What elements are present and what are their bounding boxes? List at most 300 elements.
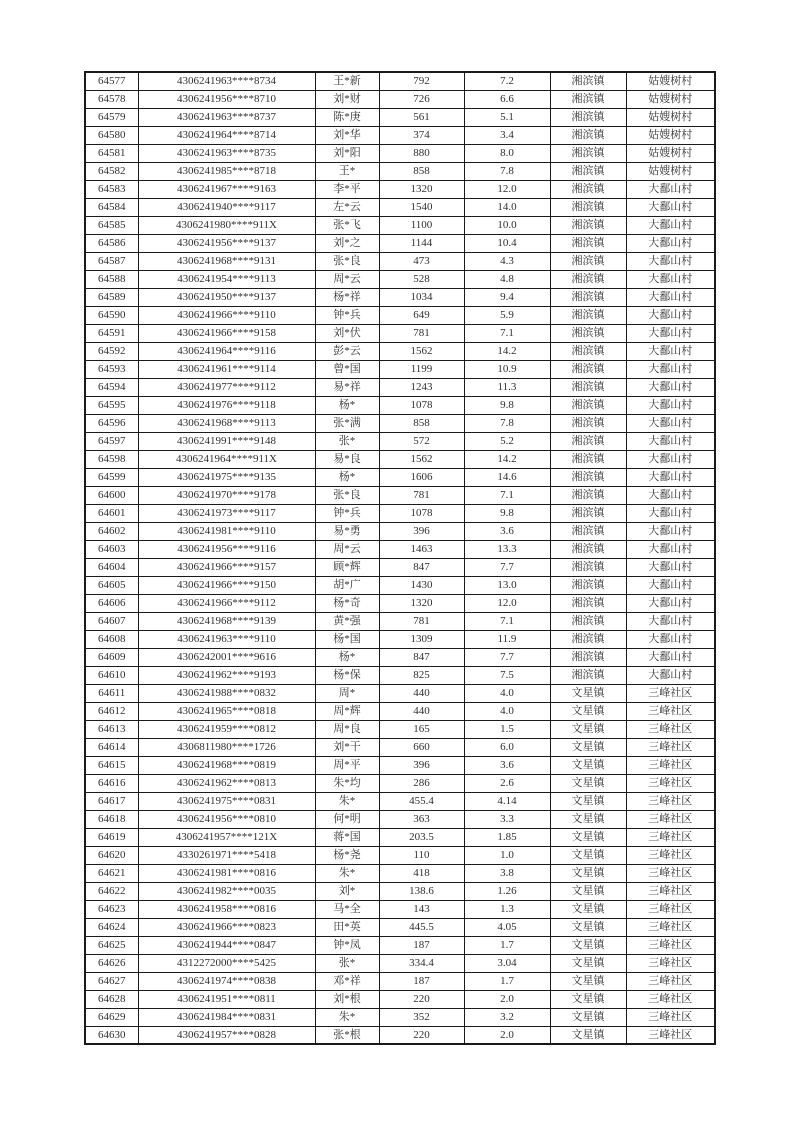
cell-index: 64601 bbox=[85, 504, 138, 522]
cell-name: 刘*财 bbox=[315, 90, 379, 108]
cell-rate: 5.9 bbox=[464, 306, 550, 324]
table-row bbox=[85, 882, 715, 900]
cell-village: 大鄱山村 bbox=[626, 486, 715, 504]
cell-amount: 858 bbox=[379, 162, 464, 180]
cell-town: 湘滨镇 bbox=[550, 378, 626, 396]
cell-id-number: 4306241965****0818 bbox=[138, 702, 315, 720]
cell-rate: 7.7 bbox=[464, 558, 550, 576]
cell-id-number: 4306241964****911X bbox=[138, 450, 315, 468]
cell-name: 彭*云 bbox=[315, 342, 379, 360]
table-row bbox=[85, 1008, 715, 1026]
table-row bbox=[85, 864, 715, 882]
cell-amount: 1320 bbox=[379, 594, 464, 612]
cell-town: 湘滨镇 bbox=[550, 666, 626, 684]
cell-name: 陈*庚 bbox=[315, 108, 379, 126]
cell-index: 64602 bbox=[85, 522, 138, 540]
table-row bbox=[85, 72, 715, 90]
cell-index: 64626 bbox=[85, 954, 138, 972]
cell-index: 64598 bbox=[85, 450, 138, 468]
cell-id-number: 4306241982****0035 bbox=[138, 882, 315, 900]
cell-id-number: 4306241975****0831 bbox=[138, 792, 315, 810]
cell-town: 湘滨镇 bbox=[550, 90, 626, 108]
cell-amount: 858 bbox=[379, 414, 464, 432]
cell-amount: 781 bbox=[379, 486, 464, 504]
table-row bbox=[85, 126, 715, 144]
cell-amount: 334.4 bbox=[379, 954, 464, 972]
cell-village: 大鄱山村 bbox=[626, 522, 715, 540]
cell-index: 64608 bbox=[85, 630, 138, 648]
cell-id-number: 4306241966****9112 bbox=[138, 594, 315, 612]
cell-name: 李*平 bbox=[315, 180, 379, 198]
cell-village: 姑嫂树村 bbox=[626, 162, 715, 180]
cell-amount: 440 bbox=[379, 702, 464, 720]
cell-index: 64613 bbox=[85, 720, 138, 738]
cell-id-number: 4306241977****9112 bbox=[138, 378, 315, 396]
cell-index: 64614 bbox=[85, 738, 138, 756]
cell-rate: 7.1 bbox=[464, 486, 550, 504]
cell-id-number: 4306241974****0838 bbox=[138, 972, 315, 990]
cell-index: 64578 bbox=[85, 90, 138, 108]
cell-town: 文星镇 bbox=[550, 774, 626, 792]
cell-id-number: 4306241963****8734 bbox=[138, 72, 315, 90]
cell-amount: 1144 bbox=[379, 234, 464, 252]
cell-name: 刘*之 bbox=[315, 234, 379, 252]
cell-index: 64622 bbox=[85, 882, 138, 900]
cell-index: 64588 bbox=[85, 270, 138, 288]
table-row bbox=[85, 270, 715, 288]
table-row bbox=[85, 936, 715, 954]
cell-rate: 7.7 bbox=[464, 648, 550, 666]
cell-id-number: 4306241981****9110 bbox=[138, 522, 315, 540]
cell-amount: 352 bbox=[379, 1008, 464, 1026]
cell-rate: 14.6 bbox=[464, 468, 550, 486]
cell-village: 三峰社区 bbox=[626, 936, 715, 954]
cell-index: 64624 bbox=[85, 918, 138, 936]
cell-id-number: 4306241956****8710 bbox=[138, 90, 315, 108]
cell-village: 姑嫂树村 bbox=[626, 108, 715, 126]
cell-town: 文星镇 bbox=[550, 1008, 626, 1026]
cell-village: 大鄱山村 bbox=[626, 252, 715, 270]
cell-name: 易*良 bbox=[315, 450, 379, 468]
cell-index: 64606 bbox=[85, 594, 138, 612]
cell-town: 文星镇 bbox=[550, 810, 626, 828]
cell-amount: 726 bbox=[379, 90, 464, 108]
cell-index: 64585 bbox=[85, 216, 138, 234]
cell-index: 64620 bbox=[85, 846, 138, 864]
cell-village: 大鄱山村 bbox=[626, 504, 715, 522]
cell-rate: 1.7 bbox=[464, 972, 550, 990]
cell-name: 左*云 bbox=[315, 198, 379, 216]
cell-name: 朱*均 bbox=[315, 774, 379, 792]
cell-id-number: 4306241957****121X bbox=[138, 828, 315, 846]
table-row bbox=[85, 468, 715, 486]
cell-id-number: 4306242001****9616 bbox=[138, 648, 315, 666]
records-table bbox=[84, 71, 716, 1045]
cell-name: 周*云 bbox=[315, 270, 379, 288]
cell-village: 姑嫂树村 bbox=[626, 90, 715, 108]
cell-village: 三峰社区 bbox=[626, 792, 715, 810]
cell-amount: 286 bbox=[379, 774, 464, 792]
cell-id-number: 4306241985****8718 bbox=[138, 162, 315, 180]
table-row bbox=[85, 756, 715, 774]
cell-town: 湘滨镇 bbox=[550, 270, 626, 288]
cell-rate: 7.2 bbox=[464, 72, 550, 90]
cell-index: 64612 bbox=[85, 702, 138, 720]
cell-name: 张* bbox=[315, 954, 379, 972]
cell-town: 文星镇 bbox=[550, 792, 626, 810]
cell-amount: 781 bbox=[379, 324, 464, 342]
cell-village: 三峰社区 bbox=[626, 720, 715, 738]
cell-town: 湘滨镇 bbox=[550, 648, 626, 666]
table-body bbox=[85, 72, 715, 1044]
cell-rate: 13.0 bbox=[464, 576, 550, 594]
cell-id-number: 4306241975****9135 bbox=[138, 468, 315, 486]
cell-rate: 12.0 bbox=[464, 180, 550, 198]
cell-amount: 660 bbox=[379, 738, 464, 756]
cell-rate: 7.8 bbox=[464, 414, 550, 432]
cell-rate: 7.1 bbox=[464, 612, 550, 630]
cell-id-number: 4306241966****0823 bbox=[138, 918, 315, 936]
cell-village: 大鄱山村 bbox=[626, 378, 715, 396]
cell-rate: 10.4 bbox=[464, 234, 550, 252]
cell-amount: 203.5 bbox=[379, 828, 464, 846]
cell-amount: 1562 bbox=[379, 342, 464, 360]
cell-id-number: 4306241940****9117 bbox=[138, 198, 315, 216]
cell-name: 王* bbox=[315, 162, 379, 180]
cell-village: 大鄱山村 bbox=[626, 360, 715, 378]
cell-id-number: 4306811980****1726 bbox=[138, 738, 315, 756]
cell-index: 64611 bbox=[85, 684, 138, 702]
cell-id-number: 4306241956****9116 bbox=[138, 540, 315, 558]
table-row bbox=[85, 162, 715, 180]
table-row bbox=[85, 504, 715, 522]
cell-town: 湘滨镇 bbox=[550, 306, 626, 324]
cell-rate: 4.0 bbox=[464, 702, 550, 720]
cell-rate: 14.2 bbox=[464, 342, 550, 360]
table-row bbox=[85, 810, 715, 828]
cell-village: 大鄱山村 bbox=[626, 648, 715, 666]
cell-village: 三峰社区 bbox=[626, 918, 715, 936]
cell-id-number: 4306241962****9193 bbox=[138, 666, 315, 684]
cell-index: 64609 bbox=[85, 648, 138, 666]
cell-rate: 2.6 bbox=[464, 774, 550, 792]
cell-name: 刘*干 bbox=[315, 738, 379, 756]
cell-amount: 1199 bbox=[379, 360, 464, 378]
table-row bbox=[85, 108, 715, 126]
cell-name: 易*祥 bbox=[315, 378, 379, 396]
cell-index: 64596 bbox=[85, 414, 138, 432]
table-row bbox=[85, 954, 715, 972]
table-row bbox=[85, 1026, 715, 1044]
cell-town: 文星镇 bbox=[550, 864, 626, 882]
table-row bbox=[85, 720, 715, 738]
cell-rate: 12.0 bbox=[464, 594, 550, 612]
cell-village: 三峰社区 bbox=[626, 738, 715, 756]
cell-name: 周*良 bbox=[315, 720, 379, 738]
cell-id-number: 4306241956****9137 bbox=[138, 234, 315, 252]
cell-id-number: 4330261971****5418 bbox=[138, 846, 315, 864]
table-row bbox=[85, 918, 715, 936]
cell-village: 大鄱山村 bbox=[626, 324, 715, 342]
cell-name: 刘*根 bbox=[315, 990, 379, 1008]
cell-rate: 9.4 bbox=[464, 288, 550, 306]
cell-village: 三峰社区 bbox=[626, 900, 715, 918]
cell-id-number: 4306241968****9131 bbox=[138, 252, 315, 270]
cell-rate: 9.8 bbox=[464, 396, 550, 414]
cell-name: 朱* bbox=[315, 1008, 379, 1026]
cell-town: 湘滨镇 bbox=[550, 504, 626, 522]
cell-id-number: 4306241951****0811 bbox=[138, 990, 315, 1008]
cell-name: 钟*兵 bbox=[315, 504, 379, 522]
cell-town: 湘滨镇 bbox=[550, 414, 626, 432]
cell-amount: 138.6 bbox=[379, 882, 464, 900]
cell-index: 64579 bbox=[85, 108, 138, 126]
cell-rate: 1.7 bbox=[464, 936, 550, 954]
cell-amount: 165 bbox=[379, 720, 464, 738]
cell-name: 周*辉 bbox=[315, 702, 379, 720]
cell-village: 三峰社区 bbox=[626, 756, 715, 774]
cell-village: 大鄱山村 bbox=[626, 198, 715, 216]
cell-town: 文星镇 bbox=[550, 918, 626, 936]
cell-rate: 1.85 bbox=[464, 828, 550, 846]
cell-index: 64627 bbox=[85, 972, 138, 990]
cell-rate: 3.8 bbox=[464, 864, 550, 882]
cell-index: 64604 bbox=[85, 558, 138, 576]
cell-id-number: 4306241962****0813 bbox=[138, 774, 315, 792]
table-row bbox=[85, 324, 715, 342]
table-row bbox=[85, 198, 715, 216]
table-row bbox=[85, 522, 715, 540]
table-row bbox=[85, 342, 715, 360]
table-row bbox=[85, 450, 715, 468]
table-row bbox=[85, 630, 715, 648]
table-row bbox=[85, 666, 715, 684]
table-row bbox=[85, 594, 715, 612]
cell-id-number: 4306241963****8735 bbox=[138, 144, 315, 162]
table-row bbox=[85, 648, 715, 666]
cell-id-number: 4306241991****9148 bbox=[138, 432, 315, 450]
cell-town: 湘滨镇 bbox=[550, 630, 626, 648]
cell-amount: 1562 bbox=[379, 450, 464, 468]
cell-id-number: 4312272000****5425 bbox=[138, 954, 315, 972]
cell-rate: 1.0 bbox=[464, 846, 550, 864]
cell-id-number: 4306241964****9116 bbox=[138, 342, 315, 360]
cell-index: 64577 bbox=[85, 72, 138, 90]
cell-index: 64593 bbox=[85, 360, 138, 378]
cell-village: 三峰社区 bbox=[626, 846, 715, 864]
cell-village: 大鄱山村 bbox=[626, 414, 715, 432]
cell-name: 刘* bbox=[315, 882, 379, 900]
table-row bbox=[85, 234, 715, 252]
cell-rate: 3.4 bbox=[464, 126, 550, 144]
cell-amount: 1078 bbox=[379, 504, 464, 522]
cell-name: 刘*华 bbox=[315, 126, 379, 144]
cell-town: 湘滨镇 bbox=[550, 468, 626, 486]
cell-amount: 1320 bbox=[379, 180, 464, 198]
cell-town: 文星镇 bbox=[550, 954, 626, 972]
table-row bbox=[85, 486, 715, 504]
table-row bbox=[85, 360, 715, 378]
table-row bbox=[85, 900, 715, 918]
cell-village: 大鄱山村 bbox=[626, 630, 715, 648]
cell-rate: 7.1 bbox=[464, 324, 550, 342]
cell-rate: 4.3 bbox=[464, 252, 550, 270]
cell-town: 文星镇 bbox=[550, 756, 626, 774]
cell-name: 邓*祥 bbox=[315, 972, 379, 990]
cell-rate: 1.26 bbox=[464, 882, 550, 900]
cell-name: 何*明 bbox=[315, 810, 379, 828]
cell-index: 64581 bbox=[85, 144, 138, 162]
cell-name: 易*勇 bbox=[315, 522, 379, 540]
cell-index: 64619 bbox=[85, 828, 138, 846]
table-row bbox=[85, 828, 715, 846]
cell-village: 大鄱山村 bbox=[626, 666, 715, 684]
cell-village: 大鄱山村 bbox=[626, 234, 715, 252]
cell-id-number: 4306241964****8714 bbox=[138, 126, 315, 144]
cell-town: 湘滨镇 bbox=[550, 234, 626, 252]
cell-village: 三峰社区 bbox=[626, 972, 715, 990]
cell-name: 顾*辉 bbox=[315, 558, 379, 576]
cell-name: 刘*伏 bbox=[315, 324, 379, 342]
cell-village: 大鄱山村 bbox=[626, 180, 715, 198]
cell-town: 文星镇 bbox=[550, 972, 626, 990]
cell-town: 湘滨镇 bbox=[550, 324, 626, 342]
cell-town: 文星镇 bbox=[550, 882, 626, 900]
cell-index: 64629 bbox=[85, 1008, 138, 1026]
cell-amount: 561 bbox=[379, 108, 464, 126]
cell-amount: 440 bbox=[379, 684, 464, 702]
cell-rate: 9.8 bbox=[464, 504, 550, 522]
table-row bbox=[85, 558, 715, 576]
cell-name: 杨* bbox=[315, 648, 379, 666]
cell-id-number: 4306241944****0847 bbox=[138, 936, 315, 954]
cell-index: 64603 bbox=[85, 540, 138, 558]
cell-amount: 396 bbox=[379, 522, 464, 540]
cell-village: 姑嫂树村 bbox=[626, 126, 715, 144]
cell-name: 杨*奇 bbox=[315, 594, 379, 612]
cell-rate: 3.3 bbox=[464, 810, 550, 828]
table-row bbox=[85, 216, 715, 234]
cell-town: 文星镇 bbox=[550, 684, 626, 702]
table-row bbox=[85, 576, 715, 594]
cell-amount: 455.4 bbox=[379, 792, 464, 810]
cell-amount: 220 bbox=[379, 990, 464, 1008]
cell-name: 蒋*国 bbox=[315, 828, 379, 846]
cell-rate: 3.6 bbox=[464, 522, 550, 540]
cell-rate: 13.3 bbox=[464, 540, 550, 558]
cell-index: 64615 bbox=[85, 756, 138, 774]
cell-village: 姑嫂树村 bbox=[626, 144, 715, 162]
cell-amount: 1430 bbox=[379, 576, 464, 594]
cell-name: 黄*强 bbox=[315, 612, 379, 630]
cell-amount: 445.5 bbox=[379, 918, 464, 936]
cell-town: 湘滨镇 bbox=[550, 162, 626, 180]
cell-village: 大鄱山村 bbox=[626, 558, 715, 576]
cell-village: 三峰社区 bbox=[626, 882, 715, 900]
table-row bbox=[85, 306, 715, 324]
cell-id-number: 4306241956****0810 bbox=[138, 810, 315, 828]
cell-town: 湘滨镇 bbox=[550, 432, 626, 450]
cell-index: 64592 bbox=[85, 342, 138, 360]
cell-name: 张* bbox=[315, 432, 379, 450]
cell-village: 三峰社区 bbox=[626, 864, 715, 882]
cell-village: 大鄱山村 bbox=[626, 540, 715, 558]
cell-id-number: 4306241968****9113 bbox=[138, 414, 315, 432]
table-row bbox=[85, 612, 715, 630]
cell-name: 王*新 bbox=[315, 72, 379, 90]
cell-name: 马*全 bbox=[315, 900, 379, 918]
cell-index: 64618 bbox=[85, 810, 138, 828]
cell-rate: 10.0 bbox=[464, 216, 550, 234]
table-row bbox=[85, 90, 715, 108]
cell-town: 湘滨镇 bbox=[550, 198, 626, 216]
cell-id-number: 4306241968****9139 bbox=[138, 612, 315, 630]
cell-amount: 792 bbox=[379, 72, 464, 90]
cell-town: 文星镇 bbox=[550, 990, 626, 1008]
cell-town: 湘滨镇 bbox=[550, 180, 626, 198]
cell-amount: 187 bbox=[379, 936, 464, 954]
cell-name: 张*飞 bbox=[315, 216, 379, 234]
cell-rate: 3.2 bbox=[464, 1008, 550, 1026]
cell-village: 三峰社区 bbox=[626, 810, 715, 828]
cell-amount: 473 bbox=[379, 252, 464, 270]
cell-amount: 847 bbox=[379, 558, 464, 576]
cell-town: 湘滨镇 bbox=[550, 522, 626, 540]
cell-id-number: 4306241980****911X bbox=[138, 216, 315, 234]
cell-village: 三峰社区 bbox=[626, 684, 715, 702]
table-row bbox=[85, 288, 715, 306]
table-row bbox=[85, 990, 715, 1008]
cell-village: 三峰社区 bbox=[626, 828, 715, 846]
cell-name: 张*良 bbox=[315, 486, 379, 504]
cell-village: 大鄱山村 bbox=[626, 342, 715, 360]
cell-name: 杨* bbox=[315, 396, 379, 414]
cell-village: 大鄱山村 bbox=[626, 576, 715, 594]
cell-amount: 847 bbox=[379, 648, 464, 666]
cell-town: 湘滨镇 bbox=[550, 486, 626, 504]
cell-name: 张*良 bbox=[315, 252, 379, 270]
cell-rate: 3.04 bbox=[464, 954, 550, 972]
cell-name: 周*云 bbox=[315, 540, 379, 558]
cell-name: 杨*国 bbox=[315, 630, 379, 648]
cell-index: 64591 bbox=[85, 324, 138, 342]
cell-id-number: 4306241963****9110 bbox=[138, 630, 315, 648]
cell-village: 大鄱山村 bbox=[626, 216, 715, 234]
cell-id-number: 4306241957****0828 bbox=[138, 1026, 315, 1044]
cell-index: 64607 bbox=[85, 612, 138, 630]
table-row bbox=[85, 144, 715, 162]
cell-id-number: 4306241966****9150 bbox=[138, 576, 315, 594]
cell-id-number: 4306241976****9118 bbox=[138, 396, 315, 414]
cell-rate: 5.1 bbox=[464, 108, 550, 126]
cell-name: 杨*保 bbox=[315, 666, 379, 684]
cell-village: 三峰社区 bbox=[626, 1008, 715, 1026]
cell-id-number: 4306241961****9114 bbox=[138, 360, 315, 378]
cell-amount: 363 bbox=[379, 810, 464, 828]
table-row bbox=[85, 972, 715, 990]
cell-name: 张*根 bbox=[315, 1026, 379, 1044]
cell-amount: 649 bbox=[379, 306, 464, 324]
cell-village: 三峰社区 bbox=[626, 990, 715, 1008]
cell-id-number: 4306241963****8737 bbox=[138, 108, 315, 126]
cell-index: 64628 bbox=[85, 990, 138, 1008]
cell-rate: 11.3 bbox=[464, 378, 550, 396]
cell-amount: 1606 bbox=[379, 468, 464, 486]
cell-amount: 396 bbox=[379, 756, 464, 774]
cell-index: 64630 bbox=[85, 1026, 138, 1044]
cell-rate: 10.9 bbox=[464, 360, 550, 378]
cell-amount: 110 bbox=[379, 846, 464, 864]
